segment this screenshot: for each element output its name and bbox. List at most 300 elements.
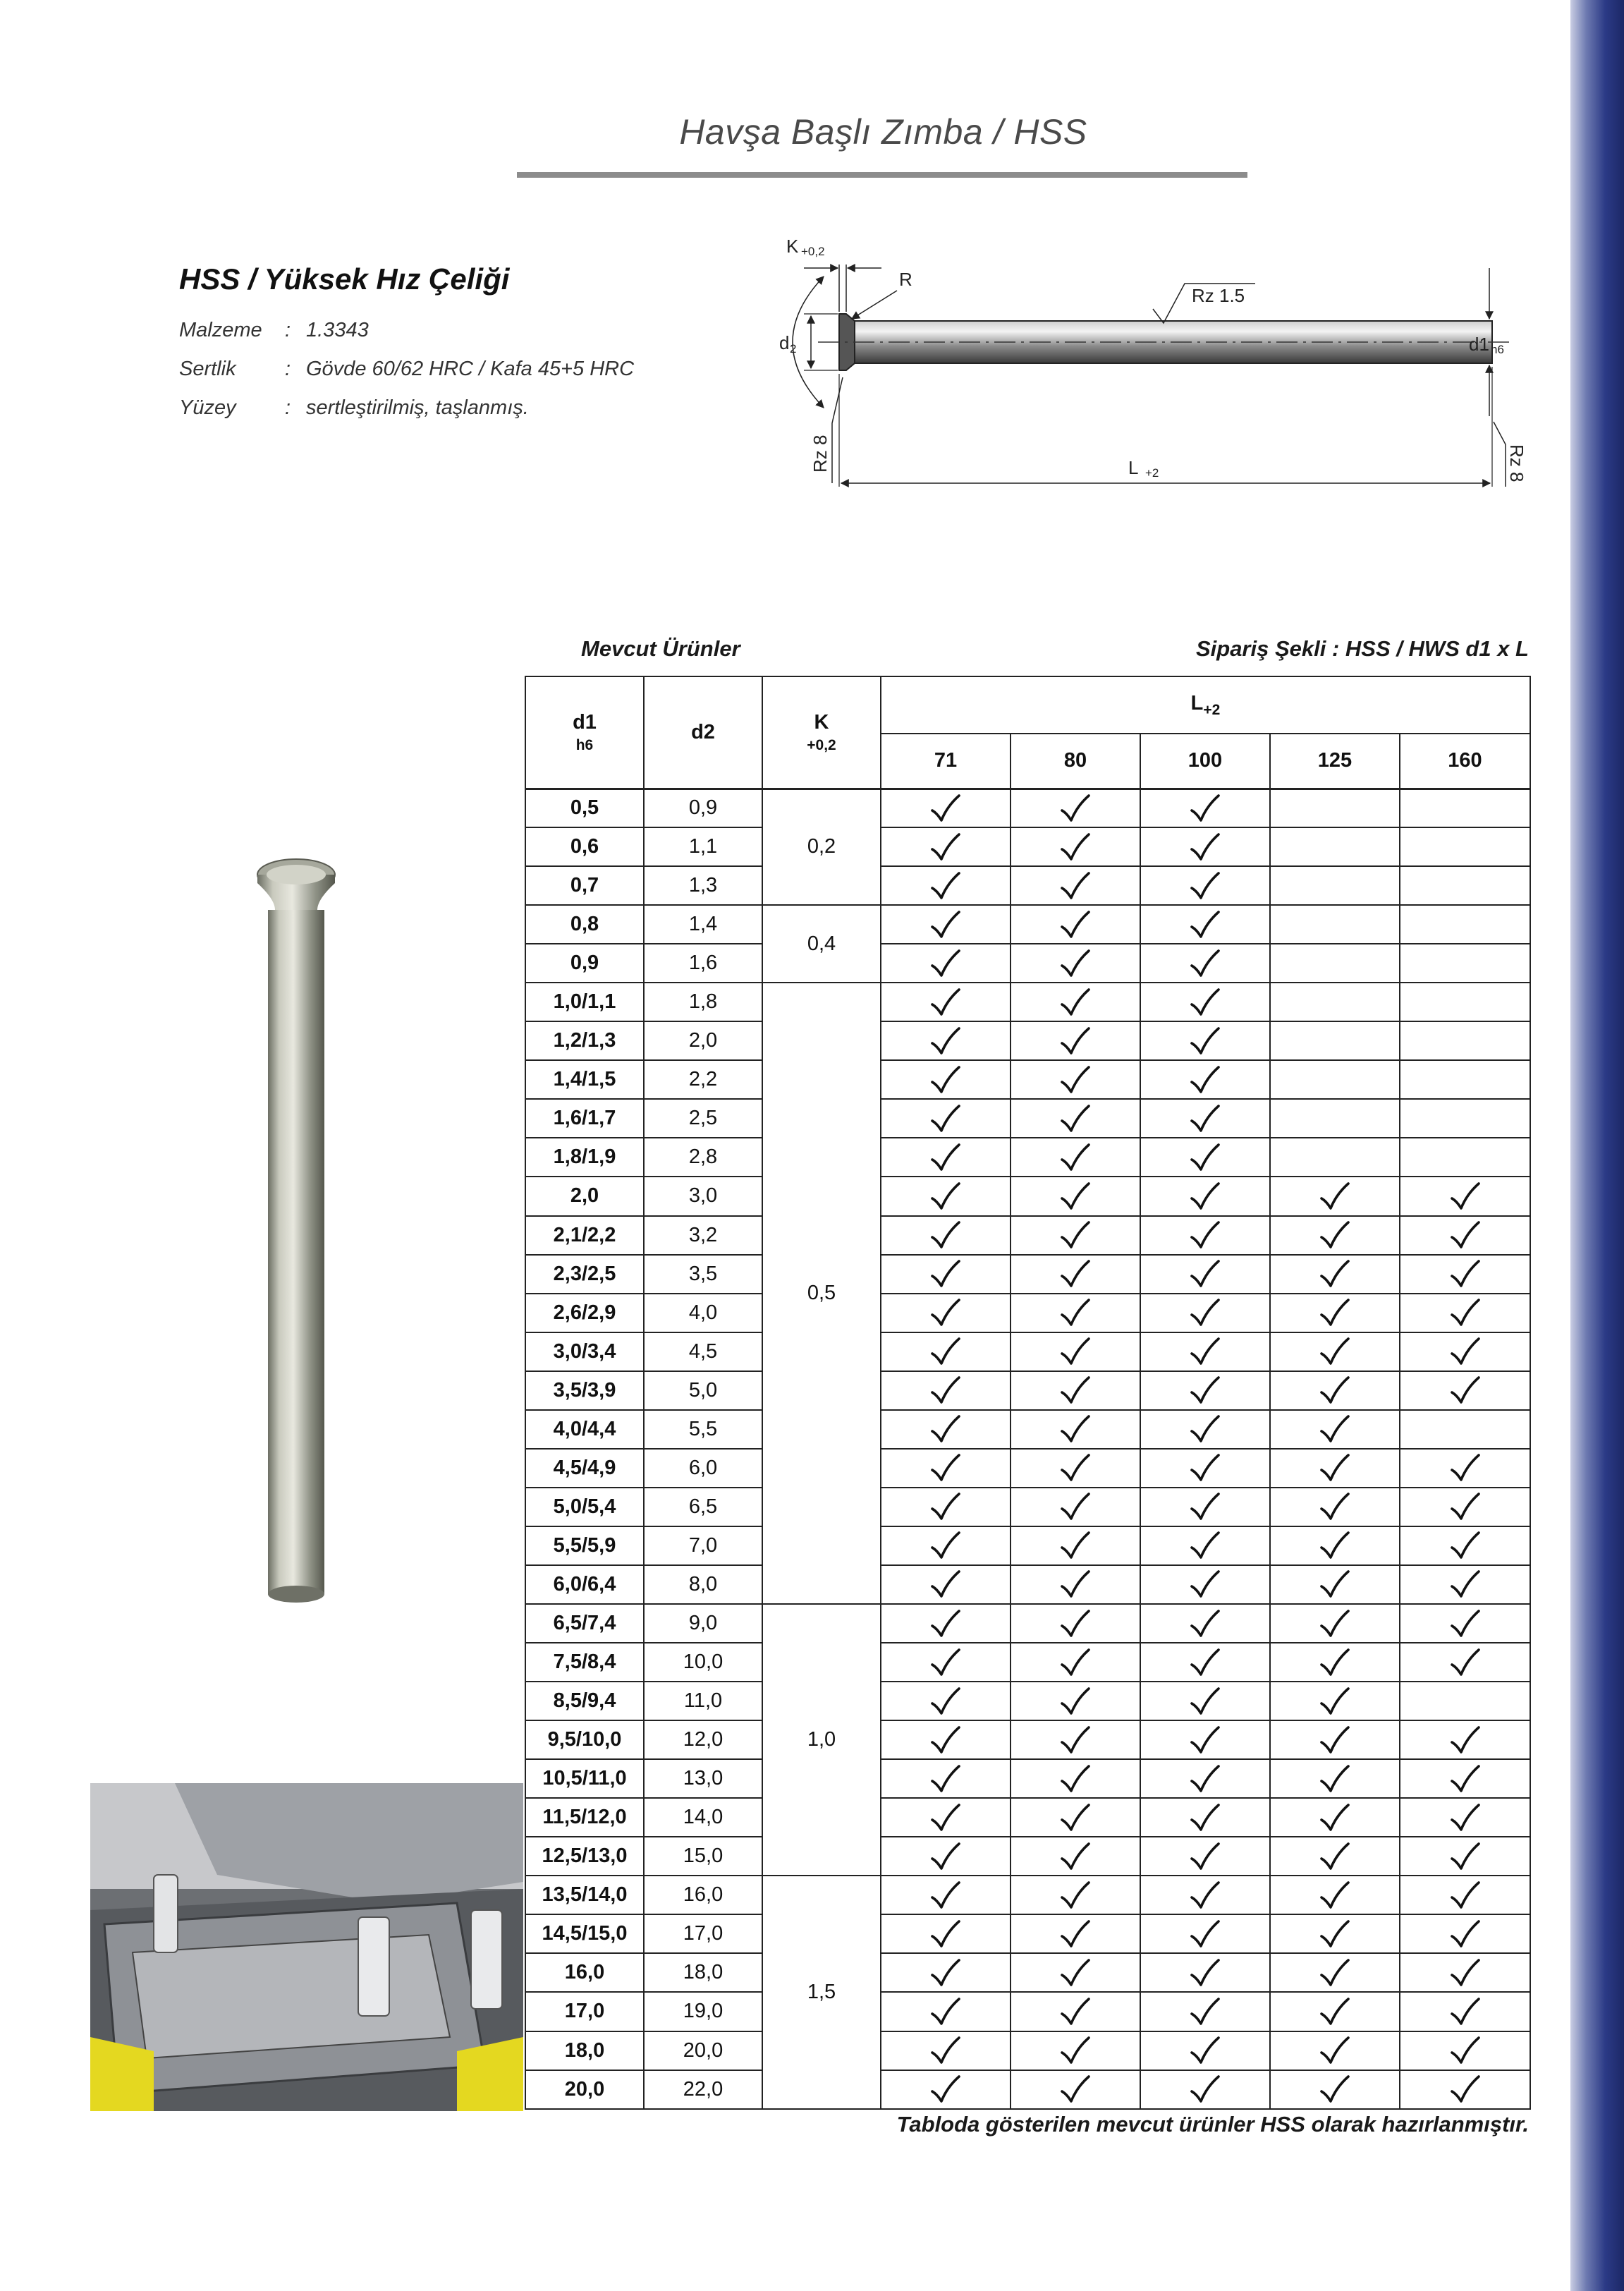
cell-availability	[1011, 2070, 1140, 2109]
spec-label: Malzeme	[179, 319, 262, 341]
table-row	[525, 1604, 1530, 1643]
check-mark-icon	[1060, 1997, 1091, 2026]
table-row	[525, 1759, 1530, 1798]
check-mark-icon	[930, 1569, 961, 1599]
cell-availability	[1140, 1099, 1270, 1138]
cell-availability	[881, 1332, 1011, 1371]
check-mark-icon	[1060, 1842, 1091, 1871]
cell-availability	[1270, 1914, 1400, 1953]
spec-label: Yüzey	[179, 396, 236, 419]
cell-d1: 1,2/1,3	[525, 1021, 644, 1060]
cell-d2: 12,0	[644, 1720, 762, 1759]
check-mark-icon	[930, 1337, 961, 1366]
cell-d1: 4,5/4,9	[525, 1449, 644, 1488]
check-mark-icon	[930, 794, 961, 823]
cell-availability	[1011, 1488, 1140, 1526]
cell-availability	[1400, 1720, 1530, 1759]
cell-availability	[881, 1060, 1011, 1099]
cell-d2: 5,5	[644, 1410, 762, 1449]
cell-availability	[1140, 1255, 1270, 1294]
cell-d1: 1,4/1,5	[525, 1060, 644, 1099]
title-underline	[517, 172, 1247, 178]
cell-availability	[1270, 1876, 1400, 1914]
check-mark-icon	[930, 1958, 961, 1988]
check-mark-icon	[1319, 1842, 1350, 1871]
check-mark-icon	[1450, 2036, 1481, 2065]
cell-d1: 0,8	[525, 905, 644, 944]
cell-availability	[1011, 1604, 1140, 1643]
check-mark-icon	[930, 832, 961, 862]
cell-availability	[1140, 1449, 1270, 1488]
check-mark-icon	[1319, 1492, 1350, 1521]
check-mark-icon	[1060, 1181, 1091, 1211]
check-mark-icon	[1450, 1764, 1481, 1794]
cell-availability	[1011, 1992, 1140, 2031]
technical-drawing	[740, 233, 1527, 494]
cell-availability	[1140, 1643, 1270, 1682]
cell-d2: 16,0	[644, 1876, 762, 1914]
cell-availability	[1011, 983, 1140, 1021]
cell-availability	[1270, 1099, 1400, 1138]
cell-d2: 2,8	[644, 1138, 762, 1177]
table-row	[525, 1294, 1530, 1332]
l-tolerance: +2	[1145, 466, 1159, 480]
cell-availability	[1011, 1798, 1140, 1837]
cell-availability	[1400, 866, 1530, 905]
cell-availability	[1400, 1604, 1530, 1643]
cell-availability	[1400, 944, 1530, 983]
cell-availability	[1400, 1759, 1530, 1798]
check-mark-icon	[1319, 1531, 1350, 1560]
check-mark-icon	[930, 1609, 961, 1639]
cell-availability	[1270, 1216, 1400, 1255]
check-mark-icon	[1450, 1375, 1481, 1405]
check-mark-icon	[1190, 1531, 1221, 1560]
spec-surface	[179, 396, 529, 420]
check-mark-icon	[1450, 1181, 1481, 1211]
cell-availability	[1140, 2070, 1270, 2109]
cell-d1: 0,6	[525, 827, 644, 866]
cell-d1: 6,5/7,4	[525, 1604, 644, 1643]
available-products-caption: Mevcut Ürünler	[581, 636, 740, 661]
cell-availability	[1140, 1992, 1270, 2031]
cell-availability	[881, 1021, 1011, 1060]
cell-d1: 0,7	[525, 866, 644, 905]
check-mark-icon	[1450, 1220, 1481, 1250]
cell-availability	[1270, 2031, 1400, 2070]
cell-availability	[1011, 789, 1140, 827]
cell-availability	[1140, 789, 1270, 827]
cell-availability	[881, 1177, 1011, 1215]
cell-availability	[1270, 1060, 1400, 1099]
cell-availability	[1270, 1565, 1400, 1604]
check-mark-icon	[1319, 1337, 1350, 1366]
cell-availability	[881, 1294, 1011, 1332]
cell-availability	[1270, 1488, 1400, 1526]
cell-d2: 1,4	[644, 905, 762, 944]
cell-availability	[1400, 1294, 1530, 1332]
table-row	[525, 1565, 1530, 1604]
check-mark-icon	[1190, 1143, 1221, 1172]
cell-availability	[1270, 827, 1400, 866]
table-row	[525, 1643, 1530, 1682]
check-mark-icon	[1450, 1569, 1481, 1599]
check-mark-icon	[1450, 1880, 1481, 1910]
check-mark-icon	[1060, 2036, 1091, 2065]
cell-availability	[1400, 1914, 1530, 1953]
check-mark-icon	[1319, 1414, 1350, 1444]
check-mark-icon	[1190, 1880, 1221, 1910]
cell-availability	[881, 1992, 1011, 2031]
cell-availability	[1140, 1060, 1270, 1099]
punch-photo	[254, 846, 338, 1608]
cell-availability	[1140, 944, 1270, 983]
check-mark-icon	[930, 1375, 961, 1405]
cell-availability	[881, 1216, 1011, 1255]
cell-availability	[1140, 2031, 1270, 2070]
check-mark-icon	[1060, 1569, 1091, 1599]
l-label: L	[1128, 457, 1139, 478]
check-mark-icon	[1190, 1026, 1221, 1056]
cell-availability	[881, 1449, 1011, 1488]
d1-label: d1	[1469, 334, 1489, 355]
check-mark-icon	[930, 1919, 961, 1949]
spec-label: Sertlik	[179, 358, 236, 380]
header-d1-label: d1	[573, 710, 597, 734]
cell-availability	[881, 905, 1011, 944]
cell-availability	[881, 1643, 1011, 1682]
cell-d1: 1,6/1,7	[525, 1099, 644, 1138]
table-row	[525, 866, 1530, 905]
check-mark-icon	[1060, 1531, 1091, 1560]
cell-availability	[1140, 827, 1270, 866]
cell-d2: 2,5	[644, 1099, 762, 1138]
check-mark-icon	[1319, 1298, 1350, 1327]
cell-availability	[881, 789, 1011, 827]
check-mark-icon	[1190, 1259, 1221, 1289]
check-mark-icon	[1060, 794, 1091, 823]
cell-availability	[1011, 1720, 1140, 1759]
cell-availability	[1011, 944, 1140, 983]
cell-availability	[1140, 1876, 1270, 1914]
cell-d2: 6,5	[644, 1488, 762, 1526]
check-mark-icon	[930, 1725, 961, 1755]
spec-hardness	[179, 358, 634, 381]
check-mark-icon	[930, 1181, 961, 1211]
cell-d2: 10,0	[644, 1643, 762, 1682]
check-mark-icon	[1319, 1880, 1350, 1910]
cell-k: 0,4	[762, 905, 881, 983]
table-row	[525, 789, 1530, 827]
cell-d2: 9,0	[644, 1604, 762, 1643]
cell-availability	[1270, 1526, 1400, 1565]
cell-availability	[881, 866, 1011, 905]
cell-k: 0,2	[762, 789, 881, 905]
check-mark-icon	[1190, 794, 1221, 823]
cell-availability	[1400, 1449, 1530, 1488]
check-mark-icon	[1319, 1181, 1350, 1211]
cell-availability	[881, 827, 1011, 866]
check-mark-icon	[930, 2074, 961, 2104]
cell-availability	[881, 1526, 1011, 1565]
cell-d2: 1,3	[644, 866, 762, 905]
cell-d1: 1,0/1,1	[525, 983, 644, 1021]
cell-availability	[1270, 1410, 1400, 1449]
cell-d2: 3,0	[644, 1177, 762, 1215]
cell-availability	[1400, 1992, 1530, 2031]
cell-availability	[881, 1604, 1011, 1643]
cell-d2: 13,0	[644, 1759, 762, 1798]
check-mark-icon	[1190, 910, 1221, 940]
cell-d1: 12,5/13,0	[525, 1837, 644, 1876]
cell-d2: 3,5	[644, 1255, 762, 1294]
cell-d2: 20,0	[644, 2031, 762, 2070]
check-mark-icon	[1190, 1997, 1221, 2026]
cell-availability	[1140, 1682, 1270, 1720]
cell-availability	[1140, 1914, 1270, 1953]
cell-availability	[1140, 1021, 1270, 1060]
cell-availability	[1400, 1837, 1530, 1876]
cell-availability	[1400, 1526, 1530, 1565]
table-row	[525, 1837, 1530, 1876]
cell-availability	[1140, 866, 1270, 905]
cell-availability	[881, 983, 1011, 1021]
spec-value: sertleştirilmiş, taşlanmış.	[306, 396, 529, 419]
cell-availability	[881, 1255, 1011, 1294]
cell-availability	[1400, 1410, 1530, 1449]
cell-availability	[1400, 1876, 1530, 1914]
cell-availability	[1400, 1565, 1530, 1604]
cell-availability	[1011, 1371, 1140, 1410]
cell-availability	[1270, 1371, 1400, 1410]
cell-availability	[1011, 1216, 1140, 1255]
cell-availability	[1400, 1138, 1530, 1177]
cell-d1: 17,0	[525, 1992, 644, 2031]
cell-d1: 3,0/3,4	[525, 1332, 644, 1371]
table-footnote: Tabloda gösterilen mevcut ürünler HSS olarak hazırlanmıştır.	[896, 2112, 1529, 2137]
cell-k: 1,0	[762, 1604, 881, 1876]
cell-availability	[1011, 1099, 1140, 1138]
table-row	[525, 1332, 1530, 1371]
cell-d1: 2,6/2,9	[525, 1294, 644, 1332]
cell-availability	[1011, 1449, 1140, 1488]
spec-material	[179, 319, 369, 342]
cell-availability	[1011, 1953, 1140, 1992]
cell-availability	[1011, 1138, 1140, 1177]
check-mark-icon	[1190, 1298, 1221, 1327]
rz-end-label: Rz 8	[1506, 444, 1527, 482]
check-mark-icon	[1060, 1259, 1091, 1289]
cell-availability	[881, 1876, 1011, 1914]
cell-availability	[881, 2070, 1011, 2109]
cell-d1: 10,5/11,0	[525, 1759, 644, 1798]
cell-availability	[881, 1138, 1011, 1177]
cell-d2: 3,2	[644, 1216, 762, 1255]
cell-availability	[1270, 1294, 1400, 1332]
check-mark-icon	[1190, 1065, 1221, 1095]
check-mark-icon	[1319, 1609, 1350, 1639]
press-tool-photo	[90, 1783, 523, 2111]
cell-d1: 2,1/2,2	[525, 1216, 644, 1255]
cell-d2: 19,0	[644, 1992, 762, 2031]
k-label: K	[786, 236, 799, 257]
check-mark-icon	[1319, 1725, 1350, 1755]
check-mark-icon	[1450, 2074, 1481, 2104]
cell-availability	[1011, 1914, 1140, 1953]
cell-d1: 0,5	[525, 789, 644, 827]
check-mark-icon	[1319, 1687, 1350, 1716]
table-row	[525, 1410, 1530, 1449]
table-row	[525, 1526, 1530, 1565]
check-mark-icon	[930, 1764, 961, 1794]
header-l-label: L	[1190, 691, 1204, 715]
cell-d1: 11,5/12,0	[525, 1798, 644, 1837]
cell-availability	[1140, 1837, 1270, 1876]
table-row	[525, 1992, 1530, 2031]
check-mark-icon	[1190, 1337, 1221, 1366]
check-mark-icon	[1060, 1104, 1091, 1134]
check-mark-icon	[1060, 1880, 1091, 1910]
cell-availability	[1140, 1410, 1270, 1449]
check-mark-icon	[1190, 1919, 1221, 1949]
check-mark-icon	[1450, 1531, 1481, 1560]
cell-availability	[1011, 1332, 1140, 1371]
check-mark-icon	[1319, 1648, 1350, 1677]
cell-availability	[1400, 1798, 1530, 1837]
header-length-71: 71	[881, 734, 1011, 789]
spec-separator: :	[285, 358, 291, 380]
cell-availability	[1011, 2031, 1140, 2070]
cell-availability	[1140, 1177, 1270, 1215]
cell-availability	[1270, 1798, 1400, 1837]
cell-availability	[1011, 1682, 1140, 1720]
check-mark-icon	[1060, 988, 1091, 1017]
cell-d2: 6,0	[644, 1449, 762, 1488]
cell-availability	[881, 1720, 1011, 1759]
cell-d2: 4,0	[644, 1294, 762, 1332]
check-mark-icon	[1060, 1337, 1091, 1366]
table-row	[525, 905, 1530, 944]
check-mark-icon	[1060, 2074, 1091, 2104]
check-mark-icon	[1060, 1648, 1091, 1677]
cell-availability	[1400, 2070, 1530, 2109]
cell-d2: 22,0	[644, 2070, 762, 2109]
check-mark-icon	[930, 1026, 961, 1056]
cell-availability	[1400, 1953, 1530, 1992]
check-mark-icon	[930, 949, 961, 978]
cell-availability	[1140, 905, 1270, 944]
check-mark-icon	[1319, 1764, 1350, 1794]
cell-d1: 14,5/15,0	[525, 1914, 644, 1953]
check-mark-icon	[1450, 1259, 1481, 1289]
check-mark-icon	[1190, 1104, 1221, 1134]
check-mark-icon	[1060, 949, 1091, 978]
check-mark-icon	[1190, 871, 1221, 901]
cell-availability	[1140, 1604, 1270, 1643]
cell-d2: 2,0	[644, 1021, 762, 1060]
cell-k: 0,5	[762, 983, 881, 1604]
check-mark-icon	[930, 1997, 961, 2026]
cell-d1: 13,5/14,0	[525, 1876, 644, 1914]
cell-availability	[1270, 866, 1400, 905]
cell-k: 1,5	[762, 1876, 881, 2108]
cell-availability	[1140, 1759, 1270, 1798]
check-mark-icon	[1060, 1609, 1091, 1639]
check-mark-icon	[1060, 1026, 1091, 1056]
check-mark-icon	[1190, 1569, 1221, 1599]
table-row	[525, 827, 1530, 866]
cell-availability	[1270, 983, 1400, 1021]
cell-availability	[1140, 1488, 1270, 1526]
check-mark-icon	[1060, 1492, 1091, 1521]
cell-availability	[1400, 789, 1530, 827]
check-mark-icon	[1190, 1453, 1221, 1483]
cell-availability	[1270, 1759, 1400, 1798]
product-availability-table	[525, 676, 1531, 2110]
cell-availability	[881, 1565, 1011, 1604]
cell-availability	[1011, 827, 1140, 866]
cell-availability	[881, 1798, 1011, 1837]
cell-d2: 17,0	[644, 1914, 762, 1953]
d2-sub: 2	[790, 342, 797, 356]
cell-availability	[1140, 1216, 1270, 1255]
cell-availability	[1270, 1449, 1400, 1488]
check-mark-icon	[1190, 988, 1221, 1017]
cell-availability	[1140, 1565, 1270, 1604]
check-mark-icon	[1450, 1842, 1481, 1871]
check-mark-icon	[1060, 832, 1091, 862]
spec-separator: :	[285, 396, 291, 419]
cell-availability	[1270, 1177, 1400, 1215]
cell-availability	[1270, 1255, 1400, 1294]
check-mark-icon	[1319, 2036, 1350, 2065]
header-d1	[525, 676, 644, 789]
table-row	[525, 1682, 1530, 1720]
check-mark-icon	[1060, 1803, 1091, 1833]
header-length-80: 80	[1011, 734, 1140, 789]
cell-d2: 1,1	[644, 827, 762, 866]
cell-d1: 7,5/8,4	[525, 1643, 644, 1682]
check-mark-icon	[1450, 1919, 1481, 1949]
check-mark-icon	[930, 1414, 961, 1444]
check-mark-icon	[1190, 1803, 1221, 1833]
cell-availability	[1140, 1138, 1270, 1177]
cell-availability	[881, 1371, 1011, 1410]
table-row	[525, 1876, 1530, 1914]
cell-availability	[1270, 2070, 1400, 2109]
cell-availability	[1011, 1060, 1140, 1099]
cell-availability	[1011, 1837, 1140, 1876]
check-mark-icon	[930, 871, 961, 901]
cell-availability	[1270, 1332, 1400, 1371]
check-mark-icon	[1190, 1181, 1221, 1211]
check-mark-icon	[1190, 1687, 1221, 1716]
page-title: Havşa Başlı Zımba / HSS	[679, 112, 1087, 152]
header-length-160: 160	[1400, 734, 1530, 789]
cell-d1: 6,0/6,4	[525, 1565, 644, 1604]
rz-shaft-label: Rz 1.5	[1192, 285, 1245, 306]
cell-availability	[1270, 1643, 1400, 1682]
table-row	[525, 1449, 1530, 1488]
table-row	[525, 1138, 1530, 1177]
cell-availability	[1400, 1060, 1530, 1099]
header-l	[881, 676, 1530, 734]
check-mark-icon	[1060, 1687, 1091, 1716]
cell-availability	[1140, 1526, 1270, 1565]
cell-availability	[1400, 1371, 1530, 1410]
cell-d2: 1,8	[644, 983, 762, 1021]
check-mark-icon	[930, 1065, 961, 1095]
